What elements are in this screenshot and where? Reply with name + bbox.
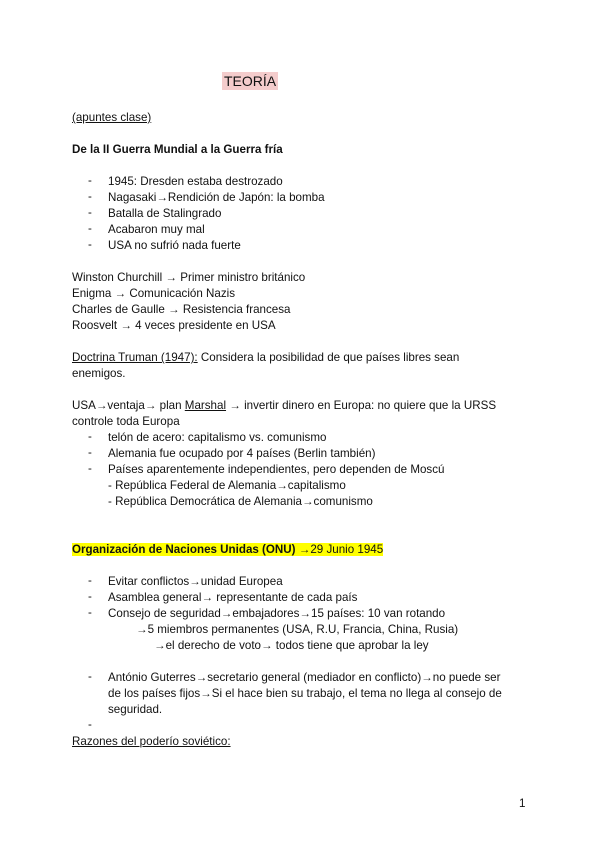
sub-item-rda: - República Democrática de Alemania→comunismo <box>108 495 373 508</box>
guterres-continuation: seguridad. <box>108 703 163 716</box>
onu-label: Organización de Naciones Unidas (ONU) <box>72 543 296 556</box>
section-heading-ww2: De la II Guerra Mundial a la Guerra fría <box>72 143 283 156</box>
list-item-text: Asamblea general→ representante de cada país <box>108 591 358 604</box>
list-item-text: Batalla de Stalingrado <box>108 207 222 220</box>
consejo-sub-voto: →el derecho de voto→ todos tiene que aprobar la ley <box>154 639 429 652</box>
doctrina-truman-text: Considera la posibilidad de que países libres sean <box>197 351 460 364</box>
list-item-text: 1945: Dresden estaba destrozado <box>108 175 283 188</box>
usa-text-pre: USA→ventaja→ plan <box>72 399 185 412</box>
onu-date: →29 Junio 1945 <box>295 543 384 556</box>
person-line: Roosvelt → 4 veces presidente en USA <box>72 319 276 332</box>
list-item-text: Evitar conflictos→unidad Europea <box>108 575 283 588</box>
doctrina-truman-label: Doctrina Truman (1947): <box>72 351 198 364</box>
list-item-text: USA no sufrió nada fuerte <box>108 239 241 252</box>
bullet-dash: - <box>88 606 92 619</box>
page-title: TEORÍA <box>224 73 277 89</box>
consejo-sub-permanentes: →5 miembros permanentes (USA, R.U, Francia, China, Rusia) <box>136 623 459 636</box>
bullet-dash: - <box>88 462 92 475</box>
usa-marshal-paragraph <box>72 398 496 414</box>
bullet-dash: - <box>88 238 92 251</box>
notes-subtitle: (apuntes clase) <box>72 111 152 124</box>
list-item-text: António Guterres→secretario general (mediador en conflicto)→no puede ser <box>108 671 501 684</box>
list-item-text: Nagasaki→Rendición de Japón: la bomba <box>108 191 325 204</box>
bullet-dash: - <box>88 718 92 731</box>
sub-item-rfa: - República Federal de Alemania→capitalismo <box>108 479 346 492</box>
list-item-text: Acabaron muy mal <box>108 223 205 236</box>
bullet-dash: - <box>88 206 92 219</box>
bullet-dash: - <box>88 174 92 187</box>
guterres-continuation: de los países fijos→Si el hace bien su trabajo, el tema no llega al consejo de <box>108 687 502 700</box>
list-item-text: Países aparentemente independientes, pero dependen de Moscú <box>108 463 445 476</box>
list-item-text: telón de acero: capitalismo vs. comunismo <box>108 431 327 444</box>
page-number: 1 <box>519 797 526 810</box>
razones-heading: Razones del poderío soviético: <box>72 735 231 748</box>
bullet-dash: - <box>88 590 92 603</box>
bullet-dash: - <box>88 222 92 235</box>
usa-marshal-continuation: controle toda Europa <box>72 415 180 428</box>
person-line: Enigma → Comunicación Nazis <box>72 287 236 300</box>
doctrina-truman-continuation: enemigos. <box>72 367 126 380</box>
person-line: Winston Churchill → Primer ministro británico <box>72 271 306 284</box>
person-line: Charles de Gaulle → Resistencia francesa <box>72 303 291 316</box>
bullet-dash: - <box>88 190 92 203</box>
doctrina-truman-paragraph <box>72 350 459 366</box>
bullet-dash: - <box>88 670 92 683</box>
bullet-dash: - <box>88 430 92 443</box>
list-item-text: Alemania fue ocupado por 4 países (Berlin también) <box>108 447 376 460</box>
onu-heading <box>72 542 383 558</box>
marshal-term: Marshal <box>184 399 227 412</box>
usa-text-post: → invertir dinero en Europa: no quiere que la URSS <box>226 399 497 412</box>
bullet-dash: - <box>88 446 92 459</box>
bullet-dash: - <box>88 574 92 587</box>
list-item-text: Consejo de seguridad→embajadores→15 países: 10 van rotando <box>108 607 446 620</box>
